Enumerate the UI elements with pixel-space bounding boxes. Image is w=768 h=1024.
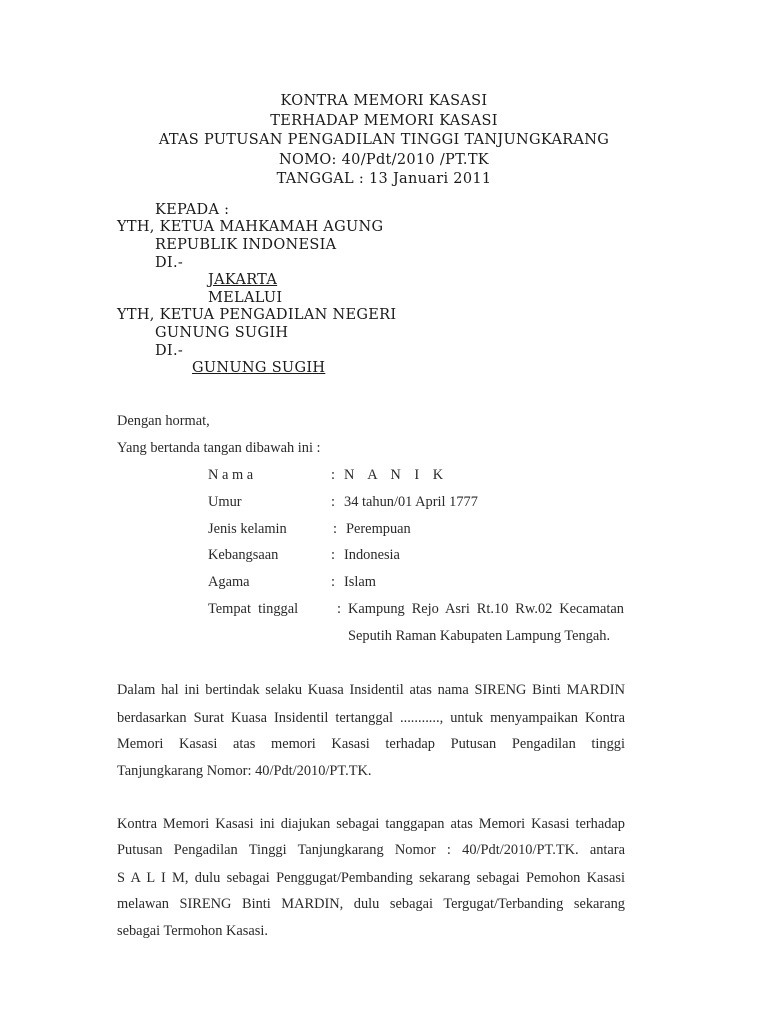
identity-label: Kebangsaan [208,547,279,563]
paragraph-line: Memori Kasasi atas memori Kasasi terhadap Putusan Pengadilan tinggi [117,736,625,752]
intro-line: Yang bertanda tangan dibawah ini : [117,440,321,456]
document-title-block [0,92,768,190]
identity-colon: : [331,467,335,483]
paragraph-line: sebagai Termohon Kasasi. [117,923,268,939]
identity-label: N a m a [208,467,254,483]
identity-colon: : [331,574,335,590]
addressee-yth-ma: YTH, KETUA MAHKAMAH AGUNG [117,219,384,235]
paragraph-line: Dalam hal ini bertindak selaku Kuasa Insidentil atas nama SIRENG Binti MARDIN [117,682,625,698]
identity-label: Agama [208,574,250,590]
addressee-melalui: MELALUI [208,290,283,306]
identity-value-address-continued: Seputih Raman Kabupaten Lampung Tengah. [348,628,611,644]
title-line: ATAS PUTUSAN PENGADILAN TINGGI TANJUNGKARANG [158,132,610,148]
identity-value-address: Kampung Rejo Asri Rt.10 Rw.02 Kecamatan [348,601,624,617]
addressee-di: DI.- [155,255,184,271]
paragraph-line: Putusan Pengadilan Tinggi Tanjungkarang Nomor : 40/Pdt/2010/PT.TK. antara [117,842,625,858]
addressee-ri: REPUBLIK INDONESIA [155,237,337,253]
addressee-gunung-sugih-underlined: GUNUNG SUGIH [192,360,326,376]
identity-label: Tempat tinggal [208,601,299,617]
identity-value-nama: N A N I K [344,467,449,483]
identity-colon: : [337,601,341,617]
title-line: KONTRA MEMORI KASASI [280,93,488,109]
paragraph-line: berdasarkan Surat Kuasa Insidentil tertanggal ..........., untuk menyampaikan Kontra [117,710,625,726]
identity-value-jenis-kelamin: Perempuan [346,521,411,537]
paragraph-line: melawan SIRENG Binti MARDIN, dulu sebagai Tergugat/Terbanding sekarang [117,896,625,912]
addressee-kepada: KEPADA : [155,202,230,218]
greeting: Dengan hormat, [117,413,210,429]
addressee-di: DI.- [155,343,184,359]
identity-colon: : [331,494,335,510]
identity-colon: : [331,547,335,563]
addressee-jakarta: JAKARTA [208,272,278,288]
addressee-gunung-sugih: GUNUNG SUGIH [155,325,289,341]
title-line: TERHADAP MEMORI KASASI [270,112,498,129]
paragraph-line: S A L I M, dulu sebagai Penggugat/Pembanding sekarang sebagai Pemohon Kasasi [117,870,625,886]
addressee-yth-pn: YTH, KETUA PENGADILAN NEGERI [117,307,397,323]
title-line: NOMO: 40/Pdt/2010 /PT.TK [279,151,489,168]
identity-value-kebangsaan: Indonesia [344,547,400,563]
paragraph-line: Kontra Memori Kasasi ini diajukan sebagai tanggapan atas Memori Kasasi terhadap [117,816,625,832]
identity-value-umur: 34 tahun/01 April 1777 [344,494,478,510]
identity-colon: : [333,521,337,537]
identity-value-agama: Islam [344,574,376,590]
identity-label: Jenis kelamin [208,521,287,537]
identity-label: Umur [208,494,242,510]
title-line: TANGGAL : 13 Januari 2011 [276,171,492,187]
paragraph-line: Tanjungkarang Nomor: 40/Pdt/2010/PT.TK. [117,763,372,779]
